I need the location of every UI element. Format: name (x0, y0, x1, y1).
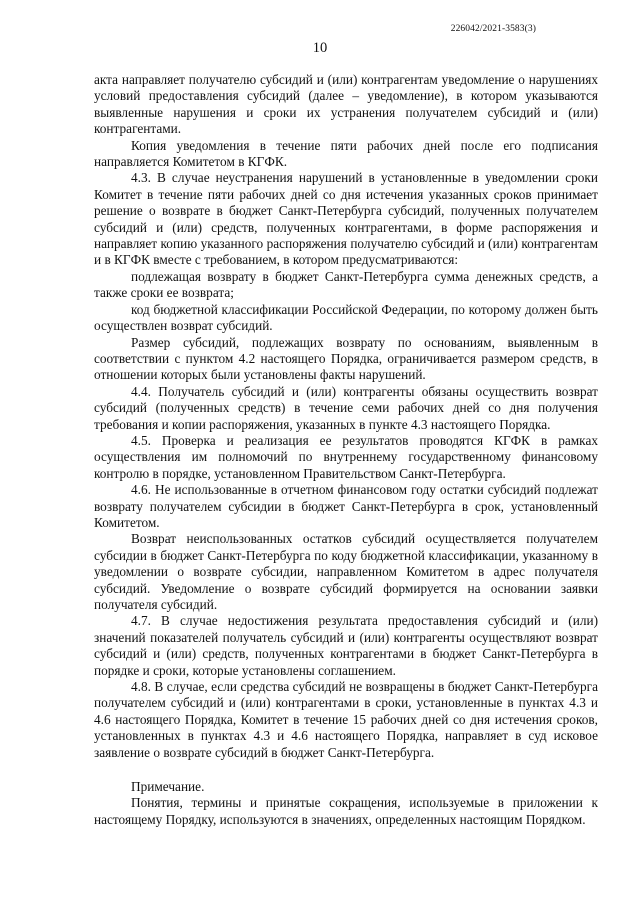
paragraph-10: Возврат неиспользованных остатков субсидий осуществляется получателем субсидии в бюджет Санкт-Петербурга по коду бюджетной классификации, указанному в уведомлении о возврате субсидии, направленном Комитетом в адрес получателя субсидий. Уведомление о возврате субсидий формируется на основании заявки получателя субсидий. (94, 531, 598, 612)
note-text: Понятия, термины и принятые сокращения, используемые в приложении к настоящему Порядку, используются в значениях, определенных настоящим Порядком. (94, 795, 598, 827)
paragraph-3: 4.3. В случае неустранения нарушений в установленные в уведомлении сроки Комитет в течение пяти рабочих дней со дня истечения указанных сроков принимает решение о возврате в бюджет Санкт-Петербурга субсидий, полученных получателем субсидий и (или) средств, полученных контрагентами, в форме распоряжения и направляет копию указанного распоряжения получателю субсидий и (или) контрагентам и в КГФК вместе с требованием, в котором предусматриваются: (94, 170, 598, 268)
document-id: 226042/2021-3583(3) (450, 24, 536, 34)
paragraph-7: 4.4. Получатель субсидий и (или) контрагенты обязаны осуществить возврат субсидий (полученных средств) в течение семи рабочих дней со дня получения требования и копии распоряжения, указанных в пункте 4.3 настоящего Порядка. (94, 383, 598, 432)
paragraph-11: 4.7. В случае недостижения результата предоставления субсидий и (или) значений показателей получатель субсидий и (или) контрагенты осуществляют возврат субсидий и (или) средств, полученных контрагентами в бюджет Санкт-Петербурга в порядке и сроки, которые установлены соглашением. (94, 613, 598, 678)
paragraph-6: Размер субсидий, подлежащих возврату по основаниям, выявленным в соответствии с пунктом 4.2 настоящего Порядка, ограничивается размером средств, в отношении которых были установлены факты нарушений. (94, 334, 598, 383)
paragraph-8: 4.5. Проверка и реализация ее результатов проводятся КГФК в рамках осуществления им полномочий по внутреннему государственному финансовому контролю в порядке, установленном Правительством Санкт-Петербурга. (94, 432, 598, 481)
paragraph-4: подлежащая возврату в бюджет Санкт-Петербурга сумма денежных средств, а также сроки ее возврата; (94, 268, 598, 301)
paragraph-5: код бюджетной классификации Российской Федерации, по которому должен быть осуществлен возврат субсидий. (94, 301, 598, 334)
section-gap (94, 761, 598, 779)
paragraph-2: Копия уведомления в течение пяти рабочих дней после его подписания направляется Комитетом в КГФК. (94, 137, 598, 170)
page-number: 10 (312, 40, 328, 56)
paragraph-12: 4.8. В случае, если средства субсидий не возвращены в бюджет Санкт-Петербурга получателем субсидий и (или) контрагентами в сроки, установленные в пунктах 4.3 и 4.6 настоящего Порядка, Комитет в течение 15 рабочих дней со дня истечения сроков, установленных в пунктах 4.3 и 4.6 настоящего Порядка, направляет в суд исковое заявление о возврате субсидий в бюджет Санкт-Петербурга. (94, 679, 598, 760)
document-body (94, 72, 598, 828)
paragraph-9: 4.6. Не использованные в отчетном финансовом году остатки субсидий подлежат возврату получателем субсидии в бюджет Санкт-Петербурга в срок, установленный Комитетом. (94, 482, 598, 530)
note-title: Примечание. (131, 779, 205, 795)
paragraph-1: акта направляет получателю субсидий и (или) контрагентам уведомление о нарушениях условий предоставления субсидий (далее – уведомление), в котором указываются выявленные нарушения и сроки их устранения получателем субсидий и (или) контрагентами. (94, 72, 598, 137)
